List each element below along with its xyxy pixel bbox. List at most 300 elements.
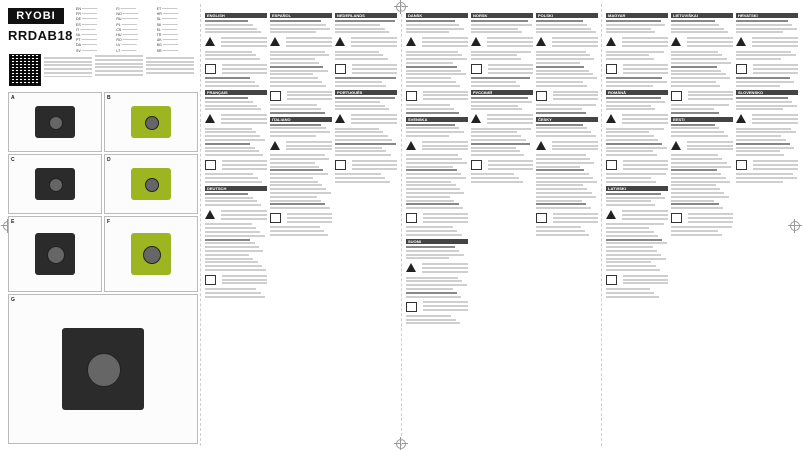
- text-line: [270, 85, 326, 87]
- text-line: [536, 184, 583, 186]
- text-line: [335, 28, 385, 30]
- text-line: [406, 24, 459, 26]
- text-line: [205, 85, 259, 87]
- text-line: [671, 181, 730, 183]
- text-line: [536, 230, 585, 232]
- symbol-row: [736, 62, 798, 75]
- text-line: [606, 200, 651, 202]
- text-line: [335, 150, 386, 152]
- text-line: [270, 162, 315, 164]
- text-line: [606, 58, 654, 60]
- text-line: [736, 81, 794, 83]
- symbol-row: [406, 89, 468, 102]
- text-line: [536, 177, 593, 179]
- speaker-icon: [49, 116, 64, 131]
- text-line: [671, 135, 728, 137]
- symbol-row: [736, 35, 798, 48]
- language-code: NL ──────: [76, 33, 97, 38]
- figure-f: [104, 216, 198, 292]
- text-line: [270, 77, 318, 79]
- text-line: [671, 173, 721, 175]
- text-line: [606, 235, 658, 237]
- text-line: [671, 203, 719, 205]
- text-line: [536, 154, 586, 156]
- text-line: [671, 28, 724, 30]
- manual-icon: [205, 160, 216, 170]
- text-line: [205, 242, 255, 244]
- manual-icon: [606, 160, 617, 170]
- text-line: [270, 173, 328, 175]
- text-line: [205, 223, 252, 225]
- text-line: [606, 54, 649, 56]
- symbol-row: [205, 112, 267, 125]
- text-line: [536, 85, 587, 87]
- text-line: [270, 230, 324, 232]
- language-code: SK ──────: [156, 22, 178, 27]
- text-line: [536, 200, 582, 202]
- text-line: [205, 147, 255, 149]
- language-code: RO ──────: [116, 38, 138, 43]
- text-line: [671, 70, 721, 72]
- text-line: [406, 181, 451, 183]
- manual-icon: [270, 213, 281, 223]
- text-line: [406, 154, 458, 156]
- text-line: [606, 258, 666, 260]
- text-line: [671, 226, 732, 228]
- warning-icon: [205, 114, 215, 123]
- text-column: [471, 10, 533, 444]
- text-line: [536, 24, 587, 26]
- text-column: [671, 10, 733, 444]
- text-line: [471, 108, 522, 110]
- symbol-row: [335, 35, 397, 48]
- symbol-row: [270, 211, 332, 224]
- symbol-row: [205, 62, 267, 75]
- warning-icon: [736, 37, 746, 46]
- text-line: [406, 200, 454, 202]
- text-line: [671, 162, 727, 164]
- text-line: [270, 234, 328, 236]
- text-line: [536, 169, 584, 171]
- text-line: [205, 296, 265, 298]
- text-line: [205, 269, 266, 271]
- model-number: RRDAB18: [8, 28, 73, 43]
- warning-icon: [406, 141, 416, 150]
- text-line: [536, 20, 583, 22]
- text-line: [335, 85, 386, 87]
- text-line: [671, 200, 714, 202]
- text-line: [205, 20, 248, 22]
- symbol-row: [606, 35, 668, 48]
- manual-icon: [205, 64, 216, 74]
- manual-icon: [536, 213, 547, 223]
- text-line: [671, 24, 719, 26]
- text-line: [471, 97, 528, 99]
- text-line: [671, 131, 724, 133]
- text-line: [536, 234, 589, 236]
- text-line: [270, 158, 329, 160]
- text-line: [736, 51, 791, 53]
- text-line: [736, 173, 793, 175]
- symbol-row: [205, 273, 267, 286]
- text-line: [205, 58, 260, 60]
- text-line: [606, 231, 654, 233]
- text-line: [406, 135, 449, 137]
- text-line: [205, 150, 259, 152]
- text-line: [270, 188, 326, 190]
- text-line: [406, 108, 454, 110]
- text-line: [606, 97, 661, 99]
- text-line: [536, 58, 594, 60]
- text-line: [671, 51, 718, 53]
- radio-illustration: [35, 168, 75, 200]
- text-line: [335, 97, 395, 99]
- text-line: [335, 81, 382, 83]
- text-line: [671, 127, 719, 129]
- text-line: [270, 124, 321, 126]
- text-line: [536, 203, 586, 205]
- text-line: [606, 227, 649, 229]
- fold-line: [200, 4, 201, 446]
- text-line: [606, 250, 657, 252]
- symbol-row: [205, 35, 267, 48]
- text-line: [671, 234, 722, 236]
- text-line: [606, 223, 664, 225]
- text-line: [335, 128, 379, 130]
- text-line: [406, 250, 459, 252]
- text-line: [205, 128, 252, 130]
- symbol-row: [471, 158, 533, 171]
- speaker-icon: [145, 178, 160, 193]
- text-line: [406, 226, 453, 228]
- figure-c: [8, 154, 102, 214]
- radio-illustration: [35, 106, 75, 138]
- text-line: [736, 143, 790, 145]
- text-line: [270, 28, 330, 30]
- text-line: [406, 28, 464, 30]
- text-line: [671, 188, 720, 190]
- symbol-row: [671, 139, 733, 152]
- text-line: [270, 62, 319, 64]
- language-heading: NORSK: [471, 13, 533, 18]
- language-code: HU ──────: [116, 33, 138, 38]
- symbol-row: [471, 35, 533, 48]
- text-line: [606, 154, 657, 156]
- text-column: [536, 10, 598, 444]
- text-line: [671, 192, 724, 194]
- language-code: SR ──────: [156, 48, 178, 53]
- symbol-row: [406, 300, 468, 313]
- text-line: [736, 97, 788, 99]
- text-line: [536, 162, 594, 164]
- text-line: [406, 246, 455, 248]
- figure-label: F: [107, 219, 111, 225]
- manual-icon: [205, 275, 216, 285]
- language-heading: POLSKI: [536, 13, 598, 18]
- text-line: [205, 231, 260, 233]
- text-line: [406, 77, 451, 79]
- text-line: [671, 184, 716, 186]
- manual-icon: [671, 213, 682, 223]
- text-line: [406, 81, 456, 83]
- text-line: [406, 207, 463, 209]
- text-line: [270, 169, 323, 171]
- text-line: [671, 207, 723, 209]
- text-line: [671, 54, 722, 56]
- text-line: [270, 127, 326, 129]
- text-line: [205, 246, 259, 248]
- text-column: [606, 10, 668, 444]
- text-line: [335, 139, 392, 141]
- text-line: [406, 280, 462, 282]
- text-line: [606, 147, 667, 149]
- radio-illustration: [131, 168, 171, 200]
- language-heading: ENGLISH: [205, 13, 267, 18]
- text-line: [270, 181, 318, 183]
- manual-icon: [471, 64, 482, 74]
- language-code: NO ──────: [116, 12, 138, 17]
- language-code: LV ──────: [116, 43, 137, 48]
- text-line: [536, 112, 586, 114]
- text-line: [270, 108, 321, 110]
- text-line: [406, 230, 457, 232]
- text-line: [406, 254, 464, 256]
- text-line: [406, 169, 457, 171]
- text-line: [536, 70, 589, 72]
- text-line: [335, 108, 389, 110]
- symbol-row: [736, 158, 798, 171]
- text-line: [736, 31, 783, 33]
- language-code: ET ──────: [156, 7, 178, 11]
- text-column: [736, 10, 798, 444]
- text-line: [406, 124, 455, 126]
- text-line: [606, 261, 651, 263]
- text-line: [406, 315, 451, 317]
- symbol-row: [606, 112, 668, 125]
- language-code: PT ──────: [76, 38, 97, 43]
- text-line: [335, 135, 388, 137]
- symbol-row: [536, 139, 598, 152]
- text-line: [205, 254, 249, 256]
- warning-icon: [270, 37, 280, 46]
- language-code: SL ──────: [156, 17, 178, 22]
- text-line: [736, 20, 788, 22]
- language-list: [76, 7, 194, 54]
- text-line: [606, 131, 649, 133]
- text-line: [471, 181, 523, 183]
- text-line: [270, 166, 319, 168]
- text-line: [270, 184, 322, 186]
- text-line: [536, 81, 583, 83]
- text-line: [606, 139, 658, 141]
- text-line: [606, 177, 651, 179]
- language-code: PL ──────: [116, 22, 137, 27]
- manual-icon: [606, 275, 617, 285]
- text-line: [536, 158, 590, 160]
- text-line: [471, 77, 530, 79]
- text-line: [406, 319, 456, 321]
- text-line: [471, 105, 518, 107]
- text-line: [536, 104, 596, 106]
- text-line: [205, 197, 253, 199]
- figure-label: B: [107, 95, 111, 101]
- figure-e: [8, 216, 102, 292]
- text-line: [671, 158, 722, 160]
- language-code: EL ──────: [156, 27, 178, 32]
- text-line: [205, 81, 255, 83]
- text-line: [671, 108, 714, 110]
- text-line: [471, 143, 530, 145]
- text-line: [671, 230, 718, 232]
- text-line: [270, 131, 330, 133]
- symbol-row: [406, 139, 468, 152]
- language-heading: ESPAÑOL: [270, 13, 332, 18]
- text-line: [205, 258, 253, 260]
- text-line: [270, 192, 331, 194]
- text-line: [335, 105, 385, 107]
- text-line: [736, 131, 796, 133]
- language-code: DE ──────: [76, 17, 98, 22]
- text-line: [270, 104, 317, 106]
- warning-icon: [471, 37, 481, 46]
- text-line: [606, 288, 650, 290]
- manual-icon: [406, 91, 417, 101]
- symbol-row: [406, 35, 468, 48]
- text-line: [270, 24, 326, 26]
- text-line: [406, 284, 467, 286]
- text-line: [471, 58, 521, 60]
- text-line: [606, 150, 653, 152]
- symbol-row: [270, 139, 332, 152]
- figure-d: [104, 154, 198, 214]
- manual-icon: [736, 64, 747, 74]
- text-line: [406, 288, 453, 290]
- text-line: [536, 192, 592, 194]
- manual-icon: [536, 91, 547, 101]
- text-line: [205, 101, 253, 103]
- text-line: [671, 166, 731, 168]
- text-line: [270, 112, 325, 114]
- text-line: [270, 154, 325, 156]
- text-line: [471, 51, 531, 53]
- symbol-row: [671, 35, 733, 48]
- text-line: [536, 28, 591, 30]
- text-line: [671, 66, 717, 68]
- text-line: [671, 124, 715, 126]
- text-line: [671, 177, 726, 179]
- warning-icon: [335, 114, 345, 123]
- brand-logo: RYOBI: [8, 8, 64, 24]
- figure-label: D: [107, 157, 111, 163]
- text-line: [270, 58, 315, 60]
- text-line: [406, 112, 459, 114]
- text-line: [536, 77, 597, 79]
- text-line: [335, 173, 381, 175]
- text-line: [205, 288, 256, 290]
- text-line: [205, 173, 253, 175]
- language-code: HR ──────: [156, 12, 179, 17]
- language-heading: DEUTSCH: [205, 186, 267, 191]
- text-line: [536, 73, 593, 75]
- text-line: [736, 135, 781, 137]
- text-line: [736, 177, 797, 179]
- text-line: [205, 108, 261, 110]
- language-code: CS ──────: [116, 27, 138, 32]
- symbol-row: [606, 62, 668, 75]
- symbol-row: [335, 158, 397, 171]
- text-line: [406, 158, 462, 160]
- radio-illustration: [35, 233, 75, 274]
- text-line: [736, 181, 783, 183]
- text-line: [406, 196, 450, 198]
- text-line: [606, 77, 662, 79]
- text-line: [270, 196, 317, 198]
- language-heading: LIETUVIŠKAI: [671, 13, 733, 18]
- symbol-row: [335, 112, 397, 125]
- text-line: [205, 135, 260, 137]
- text-line: [606, 128, 664, 130]
- text-line: [536, 62, 580, 64]
- text-line: [406, 322, 460, 324]
- symbol-row: [406, 261, 468, 274]
- speaker-icon: [143, 246, 161, 264]
- text-line: [406, 66, 457, 68]
- language-heading: MAGYAR: [606, 13, 668, 18]
- text-line: [406, 58, 467, 60]
- text-line: [736, 77, 790, 79]
- text-line: [536, 135, 596, 137]
- figure-g: [8, 294, 198, 444]
- text-line: [536, 124, 583, 126]
- text-line: [406, 85, 460, 87]
- text-line: [205, 177, 258, 179]
- text-line: [671, 31, 728, 33]
- text-line: [536, 31, 596, 33]
- text-line: [406, 292, 457, 294]
- text-line: [671, 169, 717, 171]
- text-line: [406, 54, 462, 56]
- text-line: [406, 173, 461, 175]
- text-line: [471, 101, 532, 103]
- text-line: [606, 246, 653, 248]
- text-line: [335, 181, 390, 183]
- text-line: [536, 226, 581, 228]
- text-line: [270, 135, 316, 137]
- figure-b: [104, 92, 198, 152]
- warning-icon: [671, 141, 681, 150]
- text-line: [406, 70, 461, 72]
- symbol-row: [736, 112, 798, 125]
- symbol-row: [471, 112, 533, 125]
- language-code: DA ──────: [76, 43, 98, 48]
- text-line: [205, 28, 257, 30]
- text-line: [335, 177, 385, 179]
- text-line: [736, 147, 794, 149]
- text-line: [270, 81, 322, 83]
- language-heading: SVENSKA: [406, 117, 468, 122]
- text-line: [471, 135, 521, 137]
- text-line: [205, 105, 257, 107]
- fold-line: [601, 4, 602, 446]
- language-heading: NEDERLANDS: [335, 13, 397, 18]
- text-line: [270, 177, 313, 179]
- text-line: [205, 51, 252, 53]
- manual-icon: [270, 91, 281, 101]
- text-line: [736, 85, 780, 87]
- text-line: [471, 54, 517, 56]
- text-line: [270, 203, 325, 205]
- text-line: [270, 31, 316, 33]
